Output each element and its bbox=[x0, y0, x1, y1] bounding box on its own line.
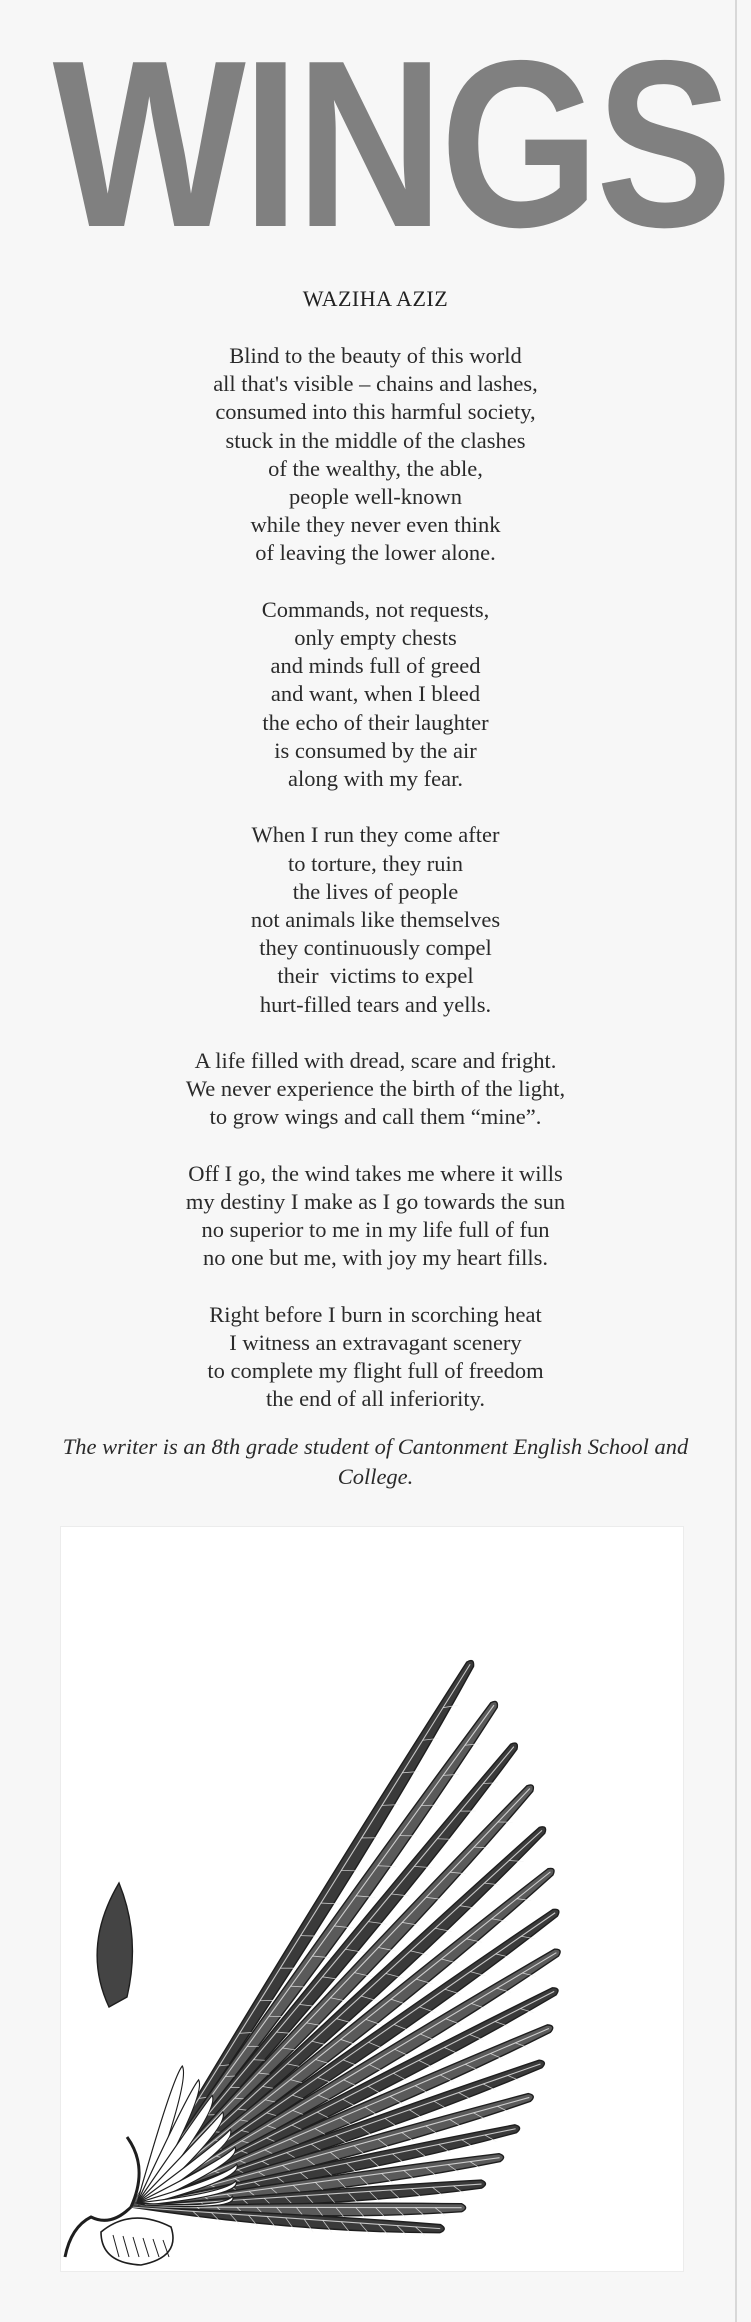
stanza-5 bbox=[40, 1160, 711, 1273]
poem-line: no one but me, with joy my heart fills. bbox=[203, 1245, 548, 1271]
stanza-6 bbox=[40, 1301, 711, 1414]
stanza-4 bbox=[40, 1047, 711, 1132]
poem-line: to complete my flight full of freedom bbox=[207, 1358, 544, 1384]
poem-line: not animals like themselves bbox=[250, 907, 501, 933]
poem-line: stuck in the middle of the clashes bbox=[225, 427, 526, 453]
poem-line: to torture, they ruin bbox=[288, 850, 463, 876]
poem-line: their victims to expel bbox=[277, 963, 474, 989]
poem-line: We never experience the birth of the light, bbox=[185, 1076, 566, 1102]
poem-line: while they never even think bbox=[250, 512, 501, 538]
poem-line: the end of all inferiority. bbox=[265, 1386, 486, 1412]
poem-line: along with my fear. bbox=[288, 766, 463, 792]
author-byline: WAZIHA AZIZ bbox=[302, 286, 449, 311]
poem-line: they continuously compel bbox=[259, 935, 492, 961]
stanza-1 bbox=[40, 342, 711, 568]
poem-line: my destiny I make as I go towards the sun bbox=[185, 1189, 566, 1215]
poem-line: and want, when I bleed bbox=[270, 681, 481, 707]
poem-line: is consumed by the air bbox=[274, 737, 477, 763]
poem-line: only empty chests bbox=[294, 625, 457, 651]
poem-line: hurt-filled tears and yells. bbox=[259, 991, 492, 1017]
poem-line: Blind to the beauty of this world bbox=[229, 343, 522, 368]
poem-line: to grow wings and call them “mine”. bbox=[209, 1104, 542, 1130]
curled-feather bbox=[101, 2218, 173, 2265]
poem-line: When I run they come after bbox=[251, 822, 500, 848]
poem-line: of leaving the lower alone. bbox=[255, 540, 496, 566]
poem-line: Off I go, the wind takes me where it wills bbox=[188, 1160, 563, 1186]
poem-line: no superior to me in my life full of fun bbox=[201, 1217, 550, 1243]
poem-body bbox=[40, 342, 711, 1442]
stanza-2 bbox=[40, 596, 711, 793]
poem-line: Commands, not requests, bbox=[261, 596, 490, 622]
stanza-3 bbox=[40, 821, 711, 1018]
poem-line: the lives of people bbox=[292, 878, 459, 904]
alula-feather bbox=[97, 1883, 132, 2007]
page-edge-rule bbox=[735, 0, 737, 2322]
wing-illustration bbox=[60, 1526, 684, 2272]
feather-shaft bbox=[131, 2207, 462, 2208]
poem-line: I witness an extravagant scenery bbox=[229, 1330, 522, 1356]
poem-line: of the wealthy, the able, bbox=[268, 455, 483, 481]
poem-line: A life filled with dread, scare and fright. bbox=[194, 1048, 557, 1074]
poem-line: consumed into this harmful society, bbox=[215, 399, 536, 425]
poem-title: WINGS bbox=[52, 12, 730, 277]
wing-icon bbox=[61, 1527, 683, 2271]
poem-line: all that's visible – chains and lashes, bbox=[213, 371, 538, 397]
writer-credit: The writer is an 8th grade student of Cantonment English School and College. bbox=[62, 1434, 689, 1489]
poem-line: the echo of their laughter bbox=[262, 709, 489, 735]
poem-line: and minds full of greed bbox=[270, 653, 481, 679]
poem-line: Right before I burn in scorching heat bbox=[209, 1301, 542, 1327]
poem-line: people well-known bbox=[288, 484, 463, 510]
